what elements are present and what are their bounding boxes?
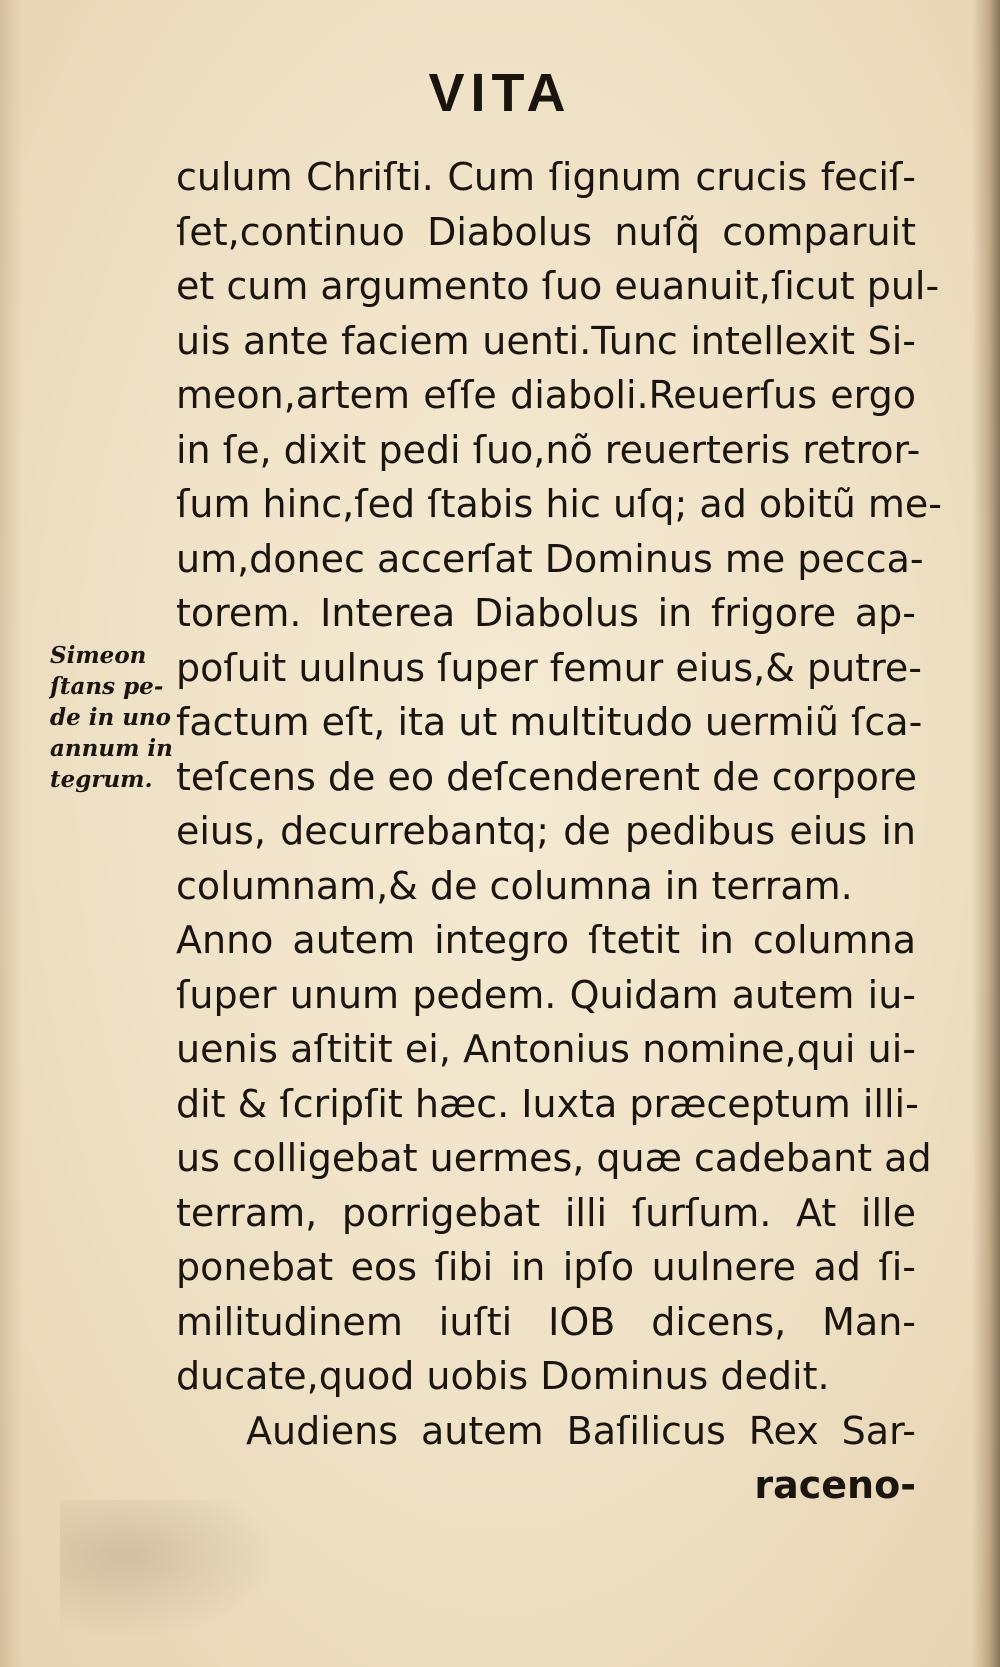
text-line: ponebat eos ſibi in ipſo uulnere ad ſi- <box>176 1245 916 1289</box>
text-line: culum Chriſti. Cum ſignum crucis feciſ- <box>176 155 916 199</box>
text-line: militudinem iuſti IOB dicens, Man- <box>176 1299 916 1344</box>
text-line: poſuit uulnus ſuper femur eius,& putre- <box>176 645 922 690</box>
text-line: in ſe, dixit pedi ſuo,nõ reuerteris retror- <box>176 427 921 472</box>
text-line: Audiens autem Baſilicus Rex Sar- <box>246 1408 916 1453</box>
text-line: ſet,continuo Diabolus nuſq̃ comparuit <box>176 209 916 254</box>
page-gutter-shadow <box>0 0 22 1667</box>
marginal-note-line: annum in <box>50 735 173 762</box>
text-line: torem. Interea Diabolus in frigore ap- <box>176 591 916 635</box>
text-line: dit & ſcripſit hæc. Iuxta præceptum illi- <box>176 1081 919 1126</box>
text-line: uenis aſtitit ei, Antonius nomine,qui ui- <box>176 1027 916 1071</box>
body-text <box>176 150 942 1513</box>
running-head: VITA <box>428 63 572 123</box>
text-line: eius, decurrebantq; de pedibus eius in <box>176 809 916 853</box>
text-line: Anno autem integro ſtetit in columna <box>176 918 916 962</box>
marginal-note-line: Simeon <box>50 642 147 669</box>
text-line: ducate,quod uobis Dominus dedit. <box>176 1354 830 1398</box>
page-edge-shadow <box>972 0 1000 1667</box>
text-line: uis ante faciem uenti.Tunc intellexit Si- <box>176 318 916 363</box>
text-line: factum eſt, ita ut multitudo uermiũ ſca- <box>176 700 923 744</box>
text-line: et cum argumento ſuo euanuit,ſicut pul- <box>176 264 940 308</box>
text-line: terram, porrigebat illi ſurſum. At ille <box>176 1190 916 1235</box>
text-line: ſuper unum pedem. Quidam autem iu- <box>176 972 916 1017</box>
text-line: columnam,& de columna in terram. <box>176 863 853 908</box>
text-line: teſcens de eo deſcenderent de corpore <box>176 754 918 799</box>
marginal-note-line: de in uno <box>50 704 171 731</box>
text-line: meon,artem eſſe diaboli.Reuerſus ergo <box>176 373 916 417</box>
catchword: raceno- <box>754 1463 916 1507</box>
marginal-note-line: ſtans pe- <box>50 673 164 700</box>
text-line: us colligebat uermes, quæ cadebant ad <box>176 1136 932 1180</box>
marginal-note-line: tegrum. <box>50 766 153 793</box>
page-stain <box>60 1500 280 1640</box>
text-line: um,donec accerſat Dominus me pecca- <box>176 536 924 581</box>
text-line: ſum hinc,ſed ſtabis hic uſq; ad obitũ me- <box>176 482 942 526</box>
marginal-note <box>50 640 178 795</box>
